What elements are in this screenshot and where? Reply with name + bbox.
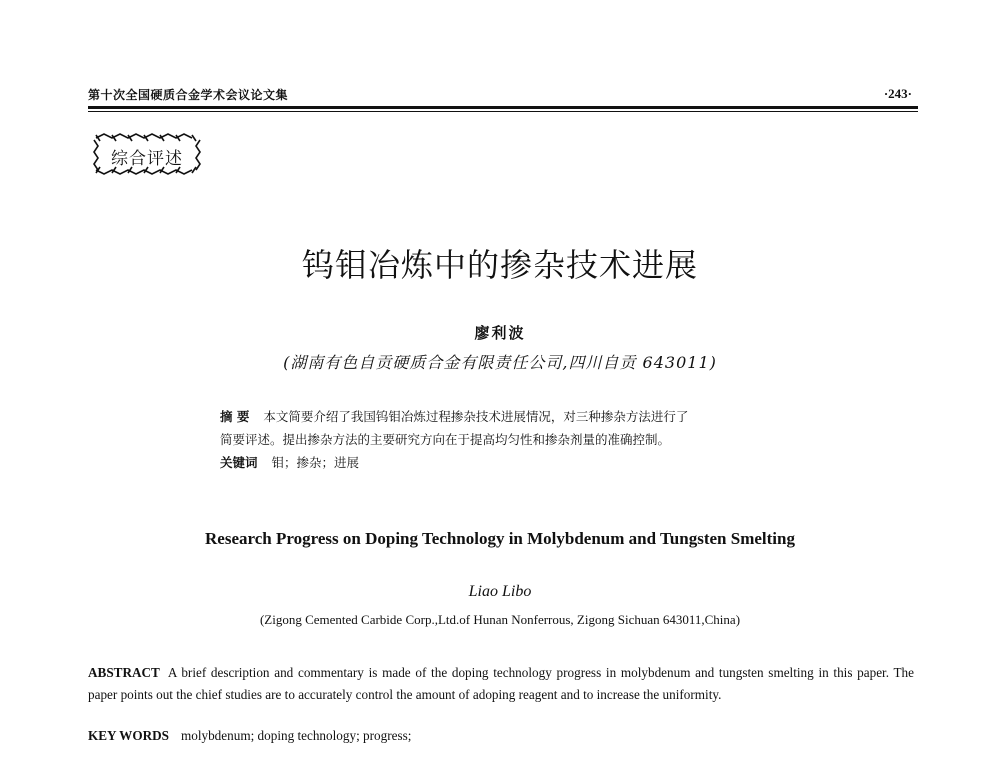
keywords-cn [220, 451, 780, 474]
affiliation-cn: (湖南有色自贡硬质合金有限责任公司,四川自贡 643011) [283, 353, 717, 372]
affiliation-en: (Zigong Cemented Carbide Corp.,Ltd.of Hunan Nonferrous, Zigong Sichuan 643011,China) [259, 612, 741, 627]
page-number: ·243· [883, 86, 912, 101]
paper-title-en: Research Progress on Doping Technology in Molybdenum and Tungsten Smelting [205, 529, 795, 548]
abstract-cn-text-2: 简要评述。提出掺杂方法的主要研究方向在于提高均匀性和掺杂剂量的准确控制。 [220, 432, 671, 447]
keywords-en [88, 728, 914, 744]
running-head: 第十次全国硬质合金学术会议论文集 [88, 88, 289, 102]
abstract-cn-line-2 [220, 428, 780, 451]
keywords-cn-text: 钼；掺杂；进展 [271, 455, 360, 470]
abstract-en-label: ABSTRACT [88, 665, 160, 680]
header-rule-thin [88, 111, 918, 112]
abstract-en-text: A brief description and commentary is made of the doping technology progress in molybdenum and tungsten smelting in this paper. The paper points out the chief studies are to accurately control the amount of adoping reagent and to increase the uniformity. [88, 665, 914, 702]
section-badge-label: 综合评述 [111, 149, 183, 169]
keywords-en-label: KEY WORDS [88, 728, 169, 743]
author-name-en: Liao Libo [468, 583, 532, 600]
abstract-en [88, 662, 914, 706]
section-badge [88, 130, 206, 178]
paper-title-cn: 钨钼冶炼中的掺杂技术进展 [301, 246, 698, 284]
abstract-cn-label: 摘 要 [220, 409, 250, 424]
abstract-cn-line-1 [220, 405, 780, 428]
keywords-cn-label: 关键词 [220, 455, 258, 470]
page-header [88, 86, 918, 106]
abstract-cn-text-1: 本文简要介绍了我国钨钼冶炼过程掺杂技术进展情况，对三种掺杂方法进行了 [263, 409, 689, 424]
keywords-en-text: molybdenum; doping technology; progress; [180, 728, 412, 743]
header-rule-thick [88, 106, 918, 109]
author-name-cn: 廖利波 [474, 324, 526, 342]
abstract-cn [220, 405, 780, 474]
